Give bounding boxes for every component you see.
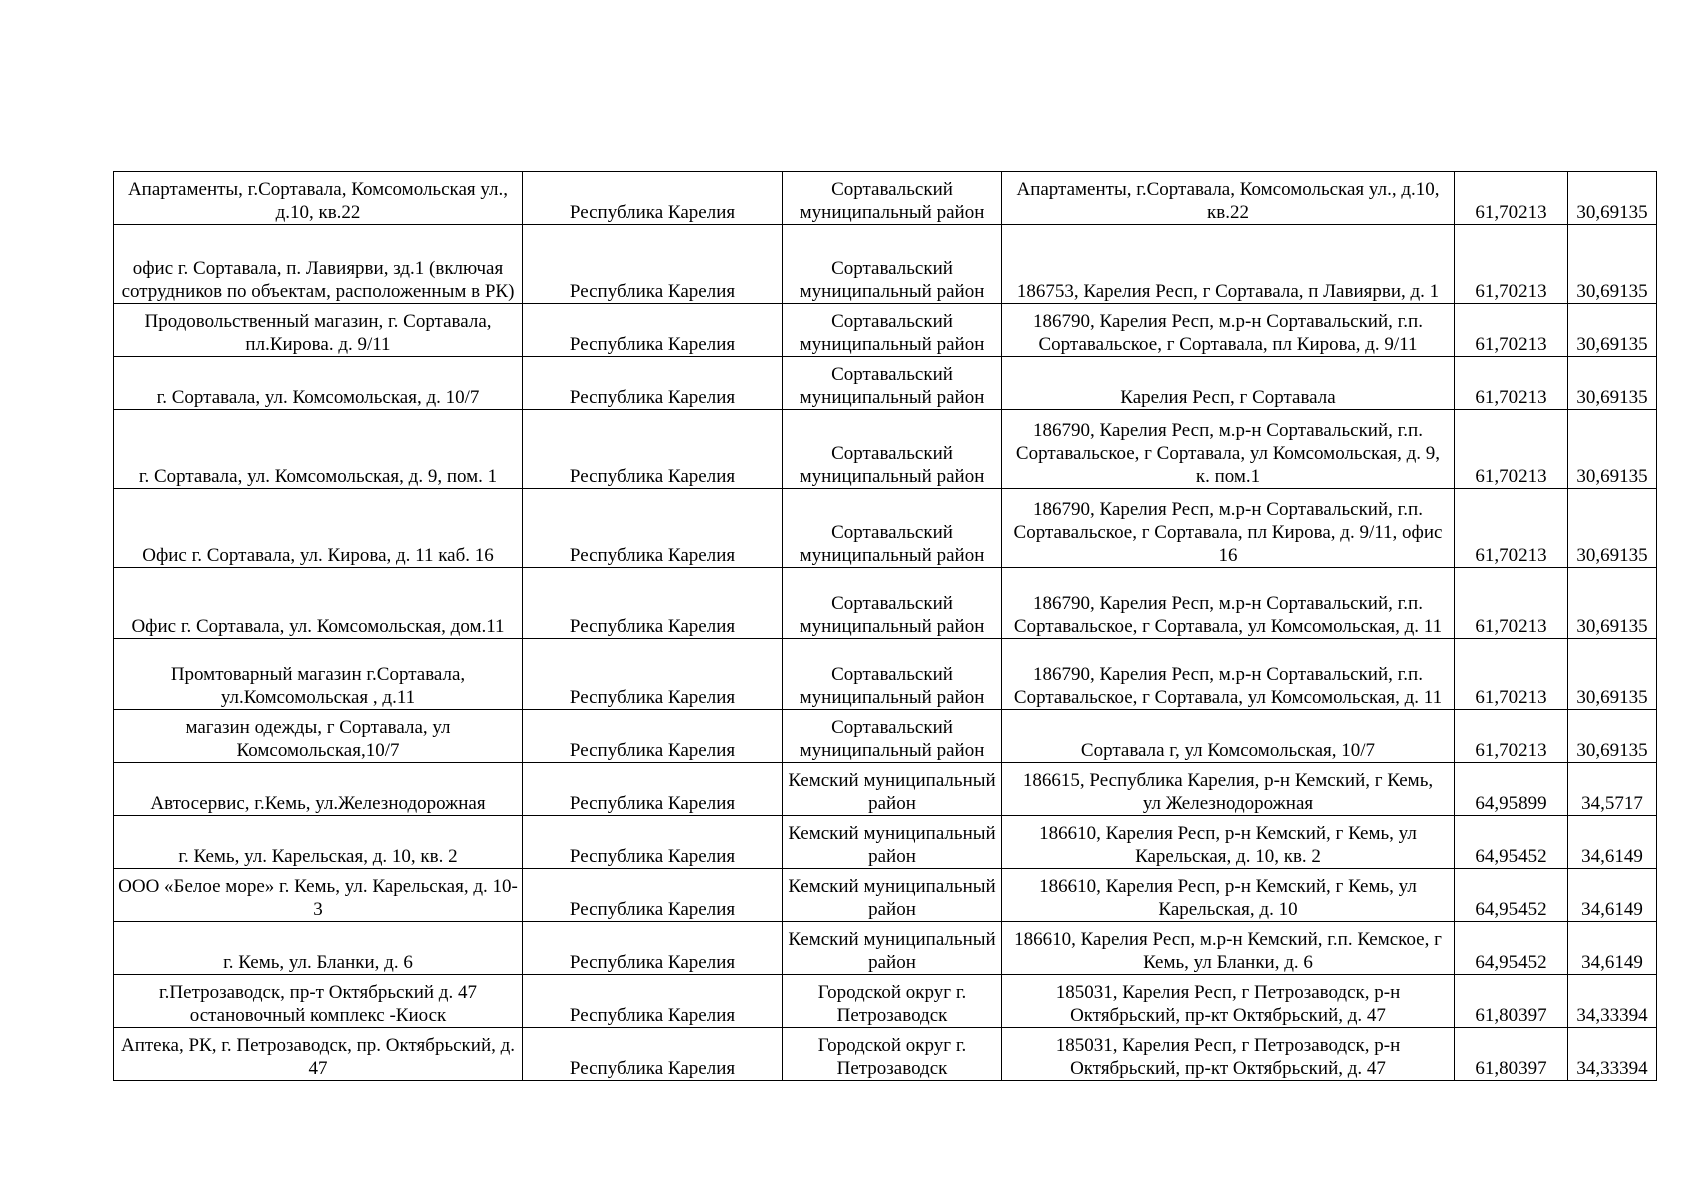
address-cell: Сортавала г, ул Комсомольская, 10/7: [1002, 710, 1455, 763]
latitude-cell: 64,95899: [1455, 763, 1568, 816]
table-row: [114, 172, 1657, 225]
address-cell: 186790, Карелия Респ, м.р-н Сортавальский, г.п. Сортавальское, г Сортавала, ул Комсомольская, д. 9, к. пом.1: [1002, 410, 1455, 489]
latitude-cell: 61,70213: [1455, 225, 1568, 304]
longitude-cell: 34,33394: [1568, 975, 1657, 1028]
longitude-cell: 34,6149: [1568, 869, 1657, 922]
object-name-cell: г. Сортавала, ул. Комсомольская, д. 10/7: [114, 357, 523, 410]
table-row: [114, 869, 1657, 922]
region-cell: Республика Карелия: [523, 357, 783, 410]
table-row: [114, 639, 1657, 710]
object-name-cell: офис г. Сортавала, п. Лавиярви, зд.1 (включая сотрудников по объектам, расположенным в РК): [114, 225, 523, 304]
latitude-cell: 61,70213: [1455, 304, 1568, 357]
district-cell: Сортавальский муниципальный район: [783, 639, 1002, 710]
table-row: [114, 763, 1657, 816]
object-name-cell: г. Кемь, ул. Карельская, д. 10, кв. 2: [114, 816, 523, 869]
table-row: [114, 304, 1657, 357]
longitude-cell: 30,69135: [1568, 710, 1657, 763]
table-row: [114, 816, 1657, 869]
district-cell: Городской округ г. Петрозаводск: [783, 1028, 1002, 1081]
district-cell: Кемский муниципальный район: [783, 763, 1002, 816]
longitude-cell: 30,69135: [1568, 225, 1657, 304]
region-cell: Республика Карелия: [523, 710, 783, 763]
table-row: [114, 410, 1657, 489]
region-cell: Республика Карелия: [523, 639, 783, 710]
object-name-cell: Апартаменты, г.Сортавала, Комсомольская ул., д.10, кв.22: [114, 172, 523, 225]
district-cell: Кемский муниципальный район: [783, 922, 1002, 975]
longitude-cell: 30,69135: [1568, 304, 1657, 357]
object-name-cell: магазин одежды, г Сортавала, ул Комсомольская,10/7: [114, 710, 523, 763]
address-cell: 185031, Карелия Респ, г Петрозаводск, р-н Октябрьский, пр-кт Октябрьский, д. 47: [1002, 975, 1455, 1028]
district-cell: Сортавальский муниципальный район: [783, 410, 1002, 489]
address-cell: 186753, Карелия Респ, г Сортавала, п Лавиярви, д. 1: [1002, 225, 1455, 304]
longitude-cell: 30,69135: [1568, 357, 1657, 410]
region-cell: Республика Карелия: [523, 172, 783, 225]
latitude-cell: 61,70213: [1455, 710, 1568, 763]
address-cell: 186790, Карелия Респ, м.р-н Сортавальский, г.п. Сортавальское, г Сортавала, ул Комсомольская, д. 11: [1002, 639, 1455, 710]
longitude-cell: 30,69135: [1568, 639, 1657, 710]
longitude-cell: 30,69135: [1568, 410, 1657, 489]
address-cell: 186610, Карелия Респ, м.р-н Кемский, г.п. Кемское, г Кемь, ул Бланки, д. 6: [1002, 922, 1455, 975]
latitude-cell: 61,70213: [1455, 357, 1568, 410]
address-cell: 186790, Карелия Респ, м.р-н Сортавальский, г.п. Сортавальское, г Сортавала, ул Комсомольская, д. 11: [1002, 568, 1455, 639]
region-cell: Республика Карелия: [523, 922, 783, 975]
longitude-cell: 30,69135: [1568, 489, 1657, 568]
latitude-cell: 61,70213: [1455, 639, 1568, 710]
address-cell: Карелия Респ, г Сортавала: [1002, 357, 1455, 410]
table-row: [114, 1028, 1657, 1081]
region-cell: Республика Карелия: [523, 869, 783, 922]
table-row: [114, 225, 1657, 304]
district-cell: Сортавальский муниципальный район: [783, 304, 1002, 357]
address-cell: 186790, Карелия Респ, м.р-н Сортавальский, г.п. Сортавальское, г Сортавала, пл Кирова, д. 9/11: [1002, 304, 1455, 357]
table-body: [114, 172, 1657, 1081]
district-cell: Сортавальский муниципальный район: [783, 710, 1002, 763]
region-cell: Республика Карелия: [523, 568, 783, 639]
object-name-cell: Продовольственный магазин, г. Сортавала, пл.Кирова. д. 9/11: [114, 304, 523, 357]
table-row: [114, 710, 1657, 763]
longitude-cell: 34,33394: [1568, 1028, 1657, 1081]
district-cell: Городской округ г. Петрозаводск: [783, 975, 1002, 1028]
object-name-cell: Промтоварный магазин г.Сортавала, ул.Комсомольская , д.11: [114, 639, 523, 710]
latitude-cell: 61,80397: [1455, 975, 1568, 1028]
latitude-cell: 64,95452: [1455, 922, 1568, 975]
table-row: [114, 489, 1657, 568]
address-cell: Апартаменты, г.Сортавала, Комсомольская ул., д.10, кв.22: [1002, 172, 1455, 225]
region-cell: Республика Карелия: [523, 1028, 783, 1081]
address-cell: 186790, Карелия Респ, м.р-н Сортавальский, г.п. Сортавальское, г Сортавала, пл Кирова, д. 9/11, офис 16: [1002, 489, 1455, 568]
table-row: [114, 568, 1657, 639]
address-cell: 186610, Карелия Респ, р-н Кемский, г Кемь, ул Карельская, д. 10: [1002, 869, 1455, 922]
region-cell: Республика Карелия: [523, 410, 783, 489]
address-cell: 186610, Карелия Респ, р-н Кемский, г Кемь, ул Карельская, д. 10, кв. 2: [1002, 816, 1455, 869]
latitude-cell: 64,95452: [1455, 816, 1568, 869]
object-name-cell: Автосервис, г.Кемь, ул.Железнодорожная: [114, 763, 523, 816]
object-name-cell: Аптека, РК, г. Петрозаводск, пр. Октябрьский, д. 47: [114, 1028, 523, 1081]
latitude-cell: 64,95452: [1455, 869, 1568, 922]
object-name-cell: г.Петрозаводск, пр-т Октябрьский д. 47 остановочный комплекс -Киоск: [114, 975, 523, 1028]
object-name-cell: Офис г. Сортавала, ул. Комсомольская, дом.11: [114, 568, 523, 639]
latitude-cell: 61,80397: [1455, 1028, 1568, 1081]
district-cell: Сортавальский муниципальный район: [783, 225, 1002, 304]
table-row: [114, 975, 1657, 1028]
longitude-cell: 30,69135: [1568, 568, 1657, 639]
longitude-cell: 30,69135: [1568, 172, 1657, 225]
object-name-cell: ООО «Белое море» г. Кемь, ул. Карельская, д. 10-3: [114, 869, 523, 922]
district-cell: Сортавальский муниципальный район: [783, 568, 1002, 639]
district-cell: Кемский муниципальный район: [783, 869, 1002, 922]
region-cell: Республика Карелия: [523, 225, 783, 304]
locations-table: [113, 171, 1657, 1081]
district-cell: Кемский муниципальный район: [783, 816, 1002, 869]
address-cell: 185031, Карелия Респ, г Петрозаводск, р-н Октябрьский, пр-кт Октябрьский, д. 47: [1002, 1028, 1455, 1081]
region-cell: Республика Карелия: [523, 763, 783, 816]
table-row: [114, 357, 1657, 410]
district-cell: Сортавальский муниципальный район: [783, 489, 1002, 568]
region-cell: Республика Карелия: [523, 489, 783, 568]
object-name-cell: г. Кемь, ул. Бланки, д. 6: [114, 922, 523, 975]
district-cell: Сортавальский муниципальный район: [783, 357, 1002, 410]
address-cell: 186615, Республика Карелия, р-н Кемский, г Кемь, ул Железнодорожная: [1002, 763, 1455, 816]
region-cell: Республика Карелия: [523, 816, 783, 869]
latitude-cell: 61,70213: [1455, 568, 1568, 639]
region-cell: Республика Карелия: [523, 304, 783, 357]
table-row: [114, 922, 1657, 975]
longitude-cell: 34,5717: [1568, 763, 1657, 816]
region-cell: Республика Карелия: [523, 975, 783, 1028]
latitude-cell: 61,70213: [1455, 172, 1568, 225]
object-name-cell: Офис г. Сортавала, ул. Кирова, д. 11 каб. 16: [114, 489, 523, 568]
latitude-cell: 61,70213: [1455, 410, 1568, 489]
latitude-cell: 61,70213: [1455, 489, 1568, 568]
longitude-cell: 34,6149: [1568, 922, 1657, 975]
object-name-cell: г. Сортавала, ул. Комсомольская, д. 9, пом. 1: [114, 410, 523, 489]
longitude-cell: 34,6149: [1568, 816, 1657, 869]
district-cell: Сортавальский муниципальный район: [783, 172, 1002, 225]
